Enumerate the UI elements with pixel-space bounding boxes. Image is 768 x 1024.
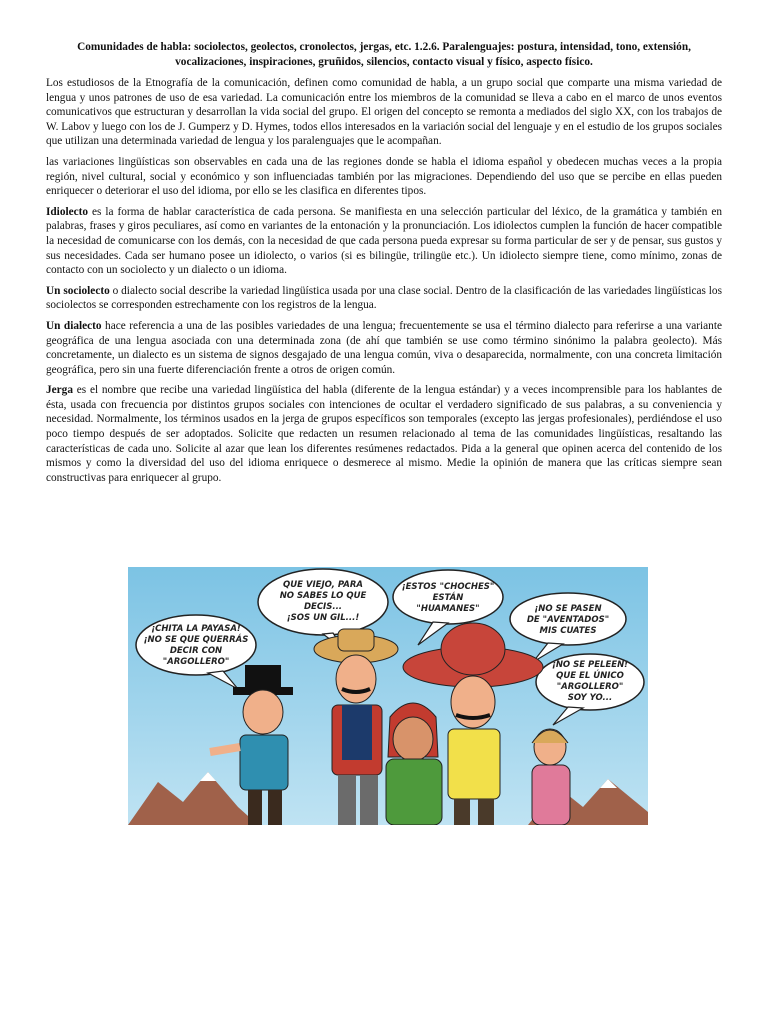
svg-text:QUE VIEJO, PARA (283, 580, 363, 590)
bubble-4-line-3: MIS CUATES (539, 626, 597, 636)
svg-text:"ARGOLLERO" (557, 682, 624, 692)
paragraph-text: Los estudiosos de la Etnografía de la comunicación, definen como comunidad de habla, a un grupo social que comparte una misma variedad de lengua y unos patrones de uso de esa variedad. La comunicación entre los miembros de la comunidad se lleva a cabo en el marco de unos eventos comunicativos que estructuran y desarrollan la vida social del grupo. El origen del concepto se remonta a mediados del siglo XX, con los trabajos de W. Labov y luego con los de J. Gumperz y D. Hymes, todos ellos interesados en la variación social del lenguaje y en el estudio de los grupos sociales que utilizan una determinada variedad de lengua y los paralenguajes que le acompañan. (46, 77, 722, 148)
term-idiolecto: Idiolecto (46, 205, 89, 218)
svg-text:¡CHITA LA PAYASA! (151, 624, 241, 634)
svg-text:DECIR CON (170, 646, 222, 656)
svg-text:¡ESTOS "CHOCHES" (402, 582, 495, 592)
bubble-1-line-3: DECIR CON (169, 646, 223, 656)
paragraph-text: es la forma de hablar característica de cada persona. Se manifiesta en una selección particular del léxico, de la gramática y también en palabras, frases y giros peculiares, así como en variantes de la entonación y la pronunciación. Los idiolectos cumplen la función de hacer compatible la necesidad de comunicarse con los demás, con la necesidad de que cada persona pueda expresar su forma particular de ser y de pensar, sus gustos y sus necesidades. Cada ser humano posee un idiolecto, o varios (si es bilingüe, trilingüe etc.). Un idiolecto siempre tiene, como mínimo, zonas de contacto con un sociolecto y un dialecto o un idioma. (46, 205, 722, 277)
bubble-4-line-1: ¡NO SE PASEN (534, 604, 602, 614)
bubble-1-line-4: "ARGOLLERO" (162, 657, 230, 667)
paragraph-text: las variaciones lingüísticas son observables en cada una de las regiones donde se habla el idioma español y obedecen muchas veces a la propia región, nivel cultural, social y económico y son influenciadas también por las migraciones. Dependiendo del uso que se percibe en ellas pueden enriquecer o deteriorar el uso del idioma, por ello se les clasifica en diferentes tipos. (46, 155, 722, 198)
svg-text:"HUAMANES" (416, 604, 479, 614)
svg-text:ESTÁN (433, 591, 464, 603)
bubble-5-line-1: ¡NO SE PELEEN! (551, 660, 629, 670)
character-woman (532, 729, 570, 825)
bubble-3-line-1: ¡ESTOS "CHOCHES" (401, 582, 495, 592)
bubble-5-line-2: QUE EL ÚNICO (556, 671, 624, 681)
paragraph-variaciones (46, 155, 722, 199)
paragraph-text: es el nombre que recibe una variedad lingüística del habla (diferente de la lengua estándar) y a veces incomprensible para los hablantes de ésta, usada con frecuencia por distintos grupos sociales con intenciones de ocultar el verdadero significado de sus palabras, a su conveniencia y necesidad. Normalmente, los términos usados en la jerga de grupos específicos son temporales (excepto las jergas profesionales), perdiéndose el uso poco tiempo después de ser adoptados. Solicite que redacten un resumen relacionado al tema de las comunidades lingüísticas, resaltando las características de cada uno. Solicite al azar que lean los diferentes resúmenes redactados. Pida a la general que opinen acerca del contenido de los mismos y como la diversidad del uso del idioma enriquece o desmerece al mismo. Medie la opinión de manera que las críticas siempre sean constructivas para enriquecer al grupo. (46, 384, 722, 484)
bubble-1-line-2: ¡NO SE QUE QUERRÁS (143, 635, 249, 645)
paragraph-idiolecto (46, 205, 722, 278)
term-dialecto: Un dialecto (46, 319, 102, 332)
cartoon-illustration (128, 567, 648, 825)
bubble-3-line-2: ESTÁN (432, 593, 464, 603)
bubble-2-line-4: ¡SOS UN GIL...! (286, 613, 360, 623)
paragraph-dialecto (46, 319, 722, 377)
term-jerga: Jerga (46, 384, 73, 397)
paragraph-comunidad-habla (46, 76, 722, 149)
svg-text:¡SOS UN GIL...! (287, 613, 360, 623)
document-page (46, 40, 722, 491)
svg-text:"ARGOLLERO" (163, 657, 230, 667)
term-sociolecto: Un sociolecto (46, 284, 110, 297)
svg-text:¡NO SE QUE QUERRÁS (144, 633, 249, 645)
svg-text:SOY YO... (568, 693, 612, 703)
document-title: Comunidades de habla: sociolectos, geolectos, cronolectos, jergas, etc. 1.2.6. Paralenguajes: postura, intensidad, tono, extensión, vocalizaciones, inspiraciones, gruñidos, silencios, contacto visual y físico, aspecto físico. (77, 41, 691, 68)
bubble-2-line-1: QUE VIEJO, PARA (283, 580, 363, 590)
character-peruano (386, 703, 442, 825)
paragraph-sociolecto (46, 284, 722, 313)
bubble-1-line-1: ¡CHITA LA PAYASA! (151, 624, 241, 634)
svg-text:¡NO SE PELEEN! (552, 660, 628, 670)
svg-text:QUE EL ÚNICO (556, 669, 624, 681)
bubble-4-line-2: DE "AVENTADOS" (526, 615, 610, 625)
svg-text:MIS CUATES (540, 626, 597, 636)
bubble-3-line-3: "HUAMANES" (416, 604, 480, 614)
svg-text:NO SABES LO QUE (280, 591, 367, 601)
svg-text:DE "AVENTADOS" (527, 615, 609, 625)
bubble-5-line-3: "ARGOLLERO" (556, 682, 624, 692)
bubble-5-line-4: SOY YO... (567, 693, 613, 703)
bubble-2-line-2: NO SABES LO QUE (279, 591, 367, 601)
paragraph-text: hace referencia a una de las posibles variedades de una lengua; frecuentemente se usa el término dialecto para referirse a una variante geográfica de una lengua asociada con una determinada zona (de ahí que también se use como término sinónimo la palabra geolecto). Más concretamente, un dialecto es un sistema de signos desgajado de una lengua común, viva o desaparecida, normalmente, con una concreta limitación geográfica, pero sin una fuerte diferenciación frente a otros de origen común. (46, 319, 722, 376)
bubble-2-line-3: DECIS... (303, 602, 343, 612)
paragraph-jerga (46, 383, 722, 485)
paragraph-text: o dialecto social describe la variedad lingüística usada por una clase social. Dentro de la clasificación de las variedades lingüísticas los sociolectos se corresponden estrechamente con los registros de la lengua. (46, 284, 722, 312)
svg-text:DECIS... (304, 602, 342, 612)
svg-text:¡NO SE PASEN (534, 604, 601, 614)
